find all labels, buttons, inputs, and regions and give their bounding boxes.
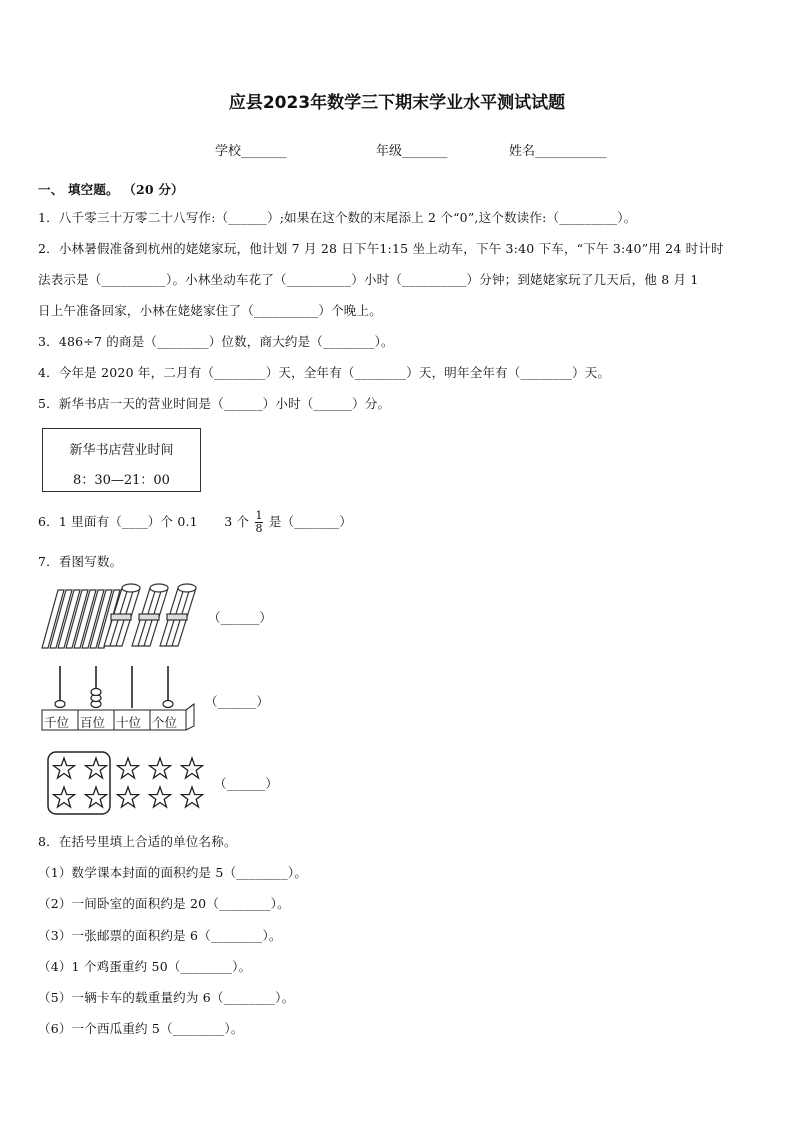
name-field: 姓名___________	[509, 144, 607, 159]
q8-item-5: （5）一辆卡车的载重量约为 6（________）。	[38, 990, 295, 1005]
q7-answer-3: （______）	[214, 776, 279, 791]
abacus-label-ones: 个位	[152, 715, 178, 730]
question-1: 1．八千零三十万零二十八写作:（______）;如果在这个数的末尾添上 2 个“0”,这个数读作:（_________）。	[38, 210, 637, 225]
question-6-part-a: 6．1 里面有（____）个 0.1	[38, 514, 198, 529]
shop-hours-title: 新华书店营业时间	[69, 443, 174, 458]
star-icon	[54, 758, 75, 778]
star-icon	[182, 787, 203, 807]
stars-group-box	[48, 752, 110, 814]
q7-answer-1: （______）	[208, 610, 273, 625]
page-title: 应县2023年数学三下期末学业水平测试试题	[228, 93, 566, 113]
q7-answer-2: （______）	[205, 694, 270, 709]
question-2-line2: 法表示是（__________）。小林坐动车花了（__________）小时（__________）分钟；到姥姥家玩了几天后，他 8 月 1	[38, 272, 699, 287]
question-2-line3: 日上午准备回家，小林在姥姥家住了（__________）个晚上。	[38, 303, 382, 318]
q8-item-4: （4）1 个鸡蛋重约 50（________）。	[38, 959, 252, 974]
q8-item-1: （1）数学课本封面的面积约是 5（________）。	[38, 865, 308, 880]
star-icon	[150, 787, 171, 807]
fraction	[255, 510, 262, 535]
q8-item-3: （3）一张邮票的面积约是 6（________）。	[38, 928, 282, 943]
star-icon	[86, 758, 107, 778]
question-6	[38, 510, 352, 535]
bead	[163, 701, 173, 708]
question-8: 8．在括号里填上合适的单位名称。	[38, 834, 237, 849]
question-3: 3．486÷7 的商是（________）位数，商大约是（________）。	[38, 334, 394, 349]
grade-field: 年级_______	[376, 144, 448, 159]
question-2-line1: 2．小林暑假准备到杭州的姥姥家玩，他计划 7 月 28 日下午1:15 坐上动车，下午 3:40 下车，“下午 3:40”用 24 时计时	[38, 241, 724, 256]
shop-hours-box	[42, 428, 201, 492]
question-5: 5．新华书店一天的营业时间是（______）小时（______）分。	[38, 396, 391, 411]
bead	[91, 689, 101, 696]
star-icon	[150, 758, 171, 778]
q8-item-6: （6）一个西瓜重约 5（________）。	[38, 1021, 244, 1036]
section-heading: 一、 填空题。 （20 分）	[38, 182, 184, 197]
star-icon	[118, 787, 139, 807]
school-field: 学校_______	[215, 144, 287, 159]
question-6-part-b: 3 个	[224, 514, 250, 529]
abacus-label-tens: 十位	[116, 715, 142, 730]
q8-item-2: （2）一间卧室的面积约是 20（________）。	[38, 896, 290, 911]
fraction-denominator: 8	[255, 522, 263, 535]
question-7: 7．看图写数。	[38, 554, 123, 569]
star-icon	[54, 787, 75, 807]
stars-figure	[46, 750, 211, 818]
star-icon	[118, 758, 139, 778]
abacus-label-hundreds: 百位	[80, 715, 106, 730]
abacus-label-thousands: 千位	[44, 715, 70, 730]
star-icon	[182, 758, 203, 778]
question-4: 4．今年是 2020 年，二月有（________）天，全年有（________）天，明年全年有（________）天。	[38, 365, 611, 380]
shop-hours-value: 8：30—21：00	[73, 473, 170, 488]
star-icon	[86, 787, 107, 807]
fraction-numerator: 1	[255, 509, 263, 522]
sticks-figure	[40, 582, 215, 654]
question-6-part-c: 是（_______）	[268, 514, 353, 529]
bead	[55, 701, 65, 708]
